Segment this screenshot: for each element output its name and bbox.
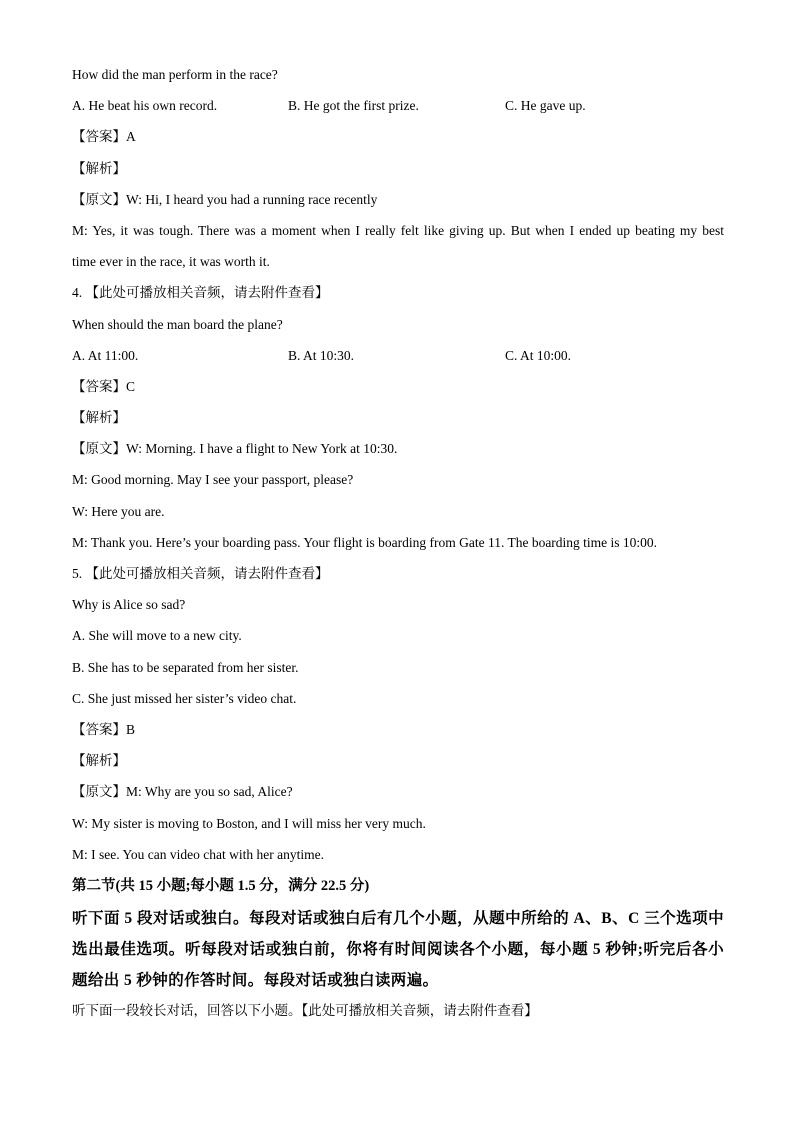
- q4-answer: 【答案】C: [72, 378, 136, 394]
- q5-transcript-line: 【原文】M: Why are you so sad, Alice?: [72, 784, 293, 800]
- q4-transcript-line: W: Here you are.: [72, 503, 165, 519]
- q3-transcript-line: time ever in the race, it was worth it.: [72, 254, 270, 270]
- q4-transcript-line: M: Good morning. May I see your passport, please?: [72, 472, 354, 488]
- q4-transcript-line: M: Thank you. Here’s your boarding pass. Your flight is boarding from Gate 11. The boarding time is 10:00.: [72, 534, 658, 550]
- q5-question: Why is Alice so sad?: [72, 597, 186, 613]
- q4-number-audio: 4. 【此处可播放相关音频，请去附件查看】: [72, 285, 329, 301]
- q4-options: [72, 343, 724, 374]
- q3-question: How did the man perform in the race?: [72, 67, 278, 82]
- q3-analysis-label: 【解析】: [72, 160, 126, 176]
- q3-transcript-line: M: Yes, it was tough. There was a moment when I really felt like giving up. But when I ended up beating my best: [72, 222, 724, 238]
- section-instructions: 听下面 5 段对话或独白。每段对话或独白后有几个小题，从题中所给的 A、B、C 三个选项中选出最佳选项。听每段对话或独白前，你将有时间阅读各个小题，每小题 5 秒钟;听完后各小题给出 5 秒钟的作答时间。每段对话或独白读两遍。: [72, 909, 724, 989]
- q4-analysis-label: 【解析】: [72, 410, 126, 426]
- q4-question: When should the man board the plane?: [72, 316, 283, 332]
- section-title: 第二节(共 15 小题;每小题 1.5 分，满分 22.5 分): [72, 877, 370, 894]
- q3-option-a: A. He beat his own record.: [72, 98, 218, 114]
- q5-number-audio: 5. 【此处可播放相关音频，请去附件查看】: [72, 566, 329, 581]
- q5-option-a: A. She will move to a new city.: [72, 628, 242, 644]
- q4-option-c: C. At 10:00.: [505, 347, 572, 363]
- q5-option-b: B. She has to be separated from her sister.: [72, 659, 299, 675]
- q3-options: [72, 93, 724, 124]
- q3-option-c: C. He gave up.: [505, 98, 586, 114]
- q4-option-b: B. At 10:30.: [288, 347, 355, 363]
- q4-option-a: A. At 11:00.: [72, 347, 139, 363]
- q3-answer: 【答案】A: [72, 129, 136, 145]
- q5-analysis-label: 【解析】: [72, 753, 126, 769]
- q5-transcript-line: M: I see. You can video chat with her anytime.: [72, 846, 324, 862]
- q3-option-b: B. He got the first prize.: [288, 98, 419, 114]
- q5-option-c: C. She just missed her sister’s video chat.: [72, 690, 297, 706]
- section-intro: 听下面一段较长对话，回答以下小题。【此处可播放相关音频，请去附件查看】: [72, 1002, 538, 1018]
- q3-transcript-line: 【原文】W: Hi, I heard you had a running race recently: [72, 191, 378, 207]
- q4-transcript-line: 【原文】W: Morning. I have a flight to New York at 10:30.: [72, 441, 398, 457]
- q5-answer: 【答案】B: [72, 721, 136, 737]
- q5-transcript-line: W: My sister is moving to Boston, and I will miss her very much.: [72, 815, 426, 831]
- document-page: [72, 62, 724, 1029]
